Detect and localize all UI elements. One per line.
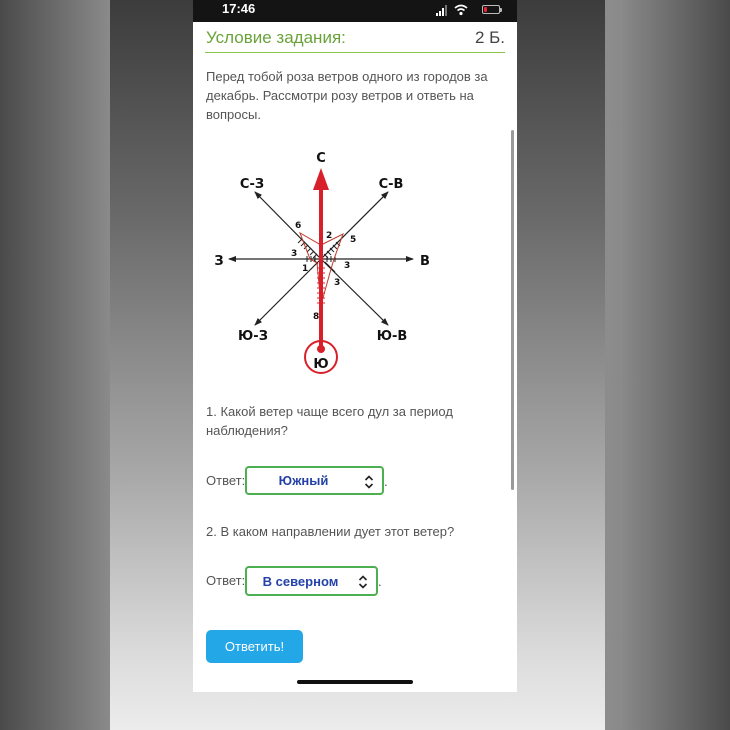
select-updown-icon (358, 574, 368, 590)
wifi-icon (454, 4, 468, 16)
status-time: 17:46 (222, 1, 256, 16)
value-label-ne: 5 (350, 235, 357, 245)
value-label-e: 3 (344, 261, 351, 271)
dir-label-sw: Ю-З (238, 329, 268, 344)
question-2-text: 2. В каком направлении дует этот ветер? (206, 524, 455, 539)
axis-sw (255, 259, 321, 325)
select-updown-icon (364, 474, 374, 490)
answer-2-value: В северном (262, 573, 339, 589)
task-header (205, 24, 505, 53)
answer-1-period: . (384, 474, 388, 489)
answer-1-value: Южный (278, 473, 329, 488)
home-indicator[interactable] (297, 680, 413, 684)
task-title: Условие задания: (206, 28, 346, 47)
battery-icon (482, 5, 500, 14)
value-label-se: 3 (334, 278, 341, 288)
answer-1-select[interactable] (245, 466, 384, 495)
answer-2-period: . (378, 574, 382, 589)
dir-label-s: Ю (313, 357, 329, 372)
value-label-nw: 6 (295, 221, 302, 231)
dir-label-e: В (420, 254, 430, 269)
dir-label-w: З (214, 254, 224, 269)
dir-label-se: Ю-В (376, 329, 408, 344)
dir-label-ne: С-В (378, 177, 404, 192)
wind-rose-diagram (193, 130, 517, 390)
answer-1-label: Ответ: (206, 473, 246, 488)
dir-label-n: С (316, 151, 326, 166)
value-label-n: 2 (326, 231, 333, 241)
task-score: 2 Б. (474, 28, 505, 47)
dir-label-nw: С-З (239, 177, 265, 192)
answer-2-select[interactable] (245, 566, 378, 596)
submit-button[interactable]: Ответить! (206, 630, 303, 663)
answer-2-label: Ответ: (206, 573, 246, 588)
value-label-s: 8 (313, 312, 320, 322)
question-1-text: 1. Какой ветер чаще всего дул за период наблюдения? (206, 404, 453, 438)
task-description: Перед тобой роза ветров одного из городов за декабрь. Рассмотри розу ветров и ответь на вопросы. (206, 69, 488, 122)
signal-icon (436, 4, 448, 16)
phone-screen (193, 0, 517, 692)
value-label-w: 3 (291, 249, 298, 259)
north-arrowhead (313, 168, 329, 190)
value-label-sw: 1 (302, 264, 309, 274)
axis-nw (255, 192, 321, 259)
status-bar (193, 0, 517, 22)
south-dot (317, 345, 325, 353)
status-icons (430, 4, 500, 16)
